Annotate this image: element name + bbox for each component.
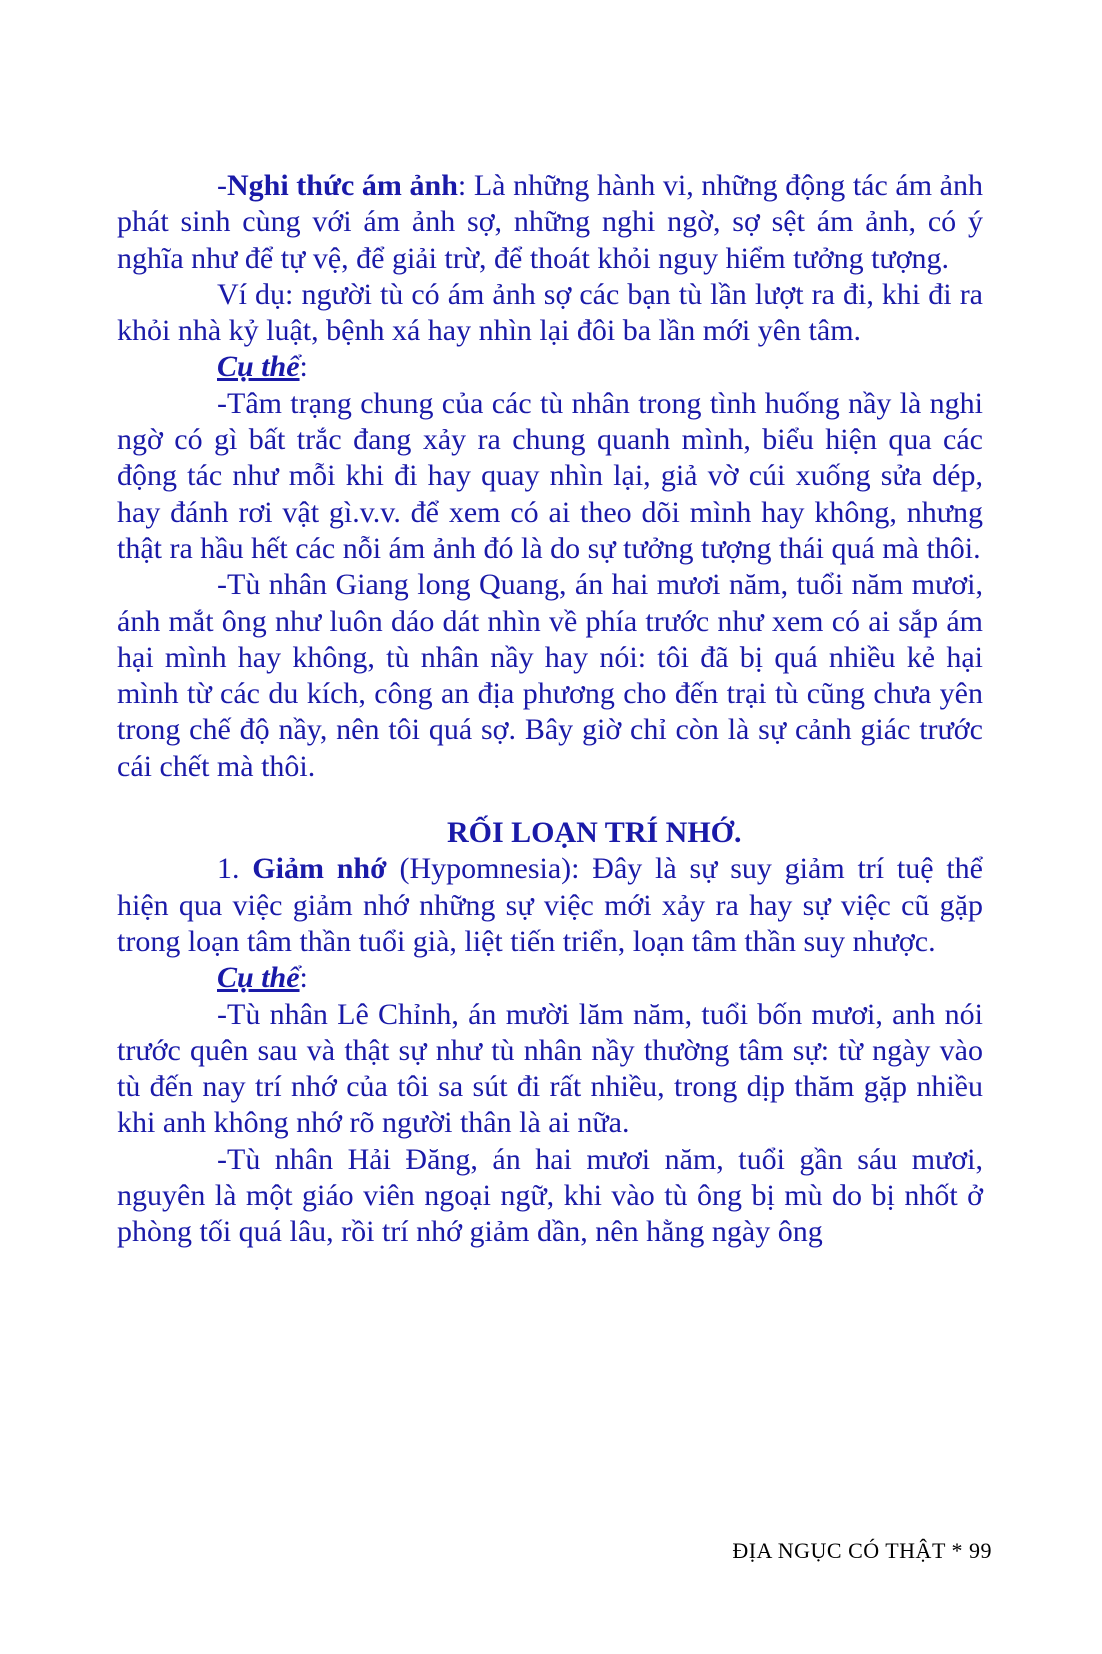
section-heading: RỐI LOẠN TRÍ NHỚ. — [447, 816, 742, 850]
cu-the-heading-2 — [117, 960, 983, 996]
page-footer: ĐỊA NGỤC CÓ THẬT * 99 — [732, 1538, 992, 1563]
body-paragraph: -Tù nhân Hải Đăng, án hai mươi năm, tuổi gần sáu mươi, nguyên là một giáo viên ngoại ngữ, khi vào tù ông bị mù do bị nhốt ở phòng tối quá lâu, rồi trí nhớ giảm dần, nên hằng ngày ông — [117, 1142, 983, 1249]
term-nghi-thuc-am-anh: Nghi thức ám ảnh — [227, 169, 458, 202]
numbered-item-paragraph — [117, 851, 983, 960]
definition-text: : Là những hành vi, những động tác ám ảnh phát sinh cùng với ám ảnh sợ, những nghi ngờ, sợ sệt ám ảnh, có ý nghĩa như để tự vệ, để giải trừ, để thoát khỏi nguy hiểm tưởng tượng. — [117, 169, 983, 275]
dash: - — [217, 169, 227, 202]
term-giam-nho: Giảm nhớ — [252, 852, 387, 886]
item-number: 1. — [217, 852, 253, 886]
page-body — [117, 168, 983, 1251]
body-paragraph: -Tù nhân Lê Chỉnh, án mười lăm năm, tuổi bốn mươi, anh nói trước quên sau và thật sự như tù nhân nầy thường tâm sự: từ ngày vào tù đến nay trí nhớ của tôi sa sút đi rất nhiều, trong dịp thăm gặp nhiều khi anh không nhớ rõ người thân là ai nữa. — [117, 997, 983, 1140]
cu-the-colon: : — [299, 350, 308, 384]
cu-the-label: Cụ thể — [217, 961, 300, 995]
definition-paragraph — [117, 168, 983, 277]
cu-the-heading-1 — [117, 349, 983, 385]
example-paragraph: Ví dụ: người tù có ám ảnh sợ các bạn tù lần lượt ra đi, khi đi ra khỏi nhà kỷ luật, bệnh xá hay nhìn lại đôi ba lần mới yên tâm. — [117, 277, 983, 348]
body-paragraph: -Tâm trạng chung của các tù nhân trong tình huống nầy là nghi ngờ có gì bất trắc đang xảy ra chung quanh mình, biểu hiện qua các động tác như mỗi khi đi hay quay nhìn lại, giả vờ cúi xuống sửa dép, hay đánh rơi vật gì.v.v. để xem có ai theo dõi mình hay không, nhưng thật ra hầu hết các nỗi ám ảnh đó là do sự tưởng tượng thái quá mà thôi. — [117, 386, 983, 565]
body-paragraph: -Tù nhân Giang long Quang, án hai mươi năm, tuổi năm mươi, ánh mắt ông như luôn dáo dát nhìn về phía trước như xem có ai sắp ám hại mình hay không, tù nhân nầy hay nói: tôi đã bị quá nhiều kẻ hại mình từ các du kích, công an địa phương cho đến trại tù cũng chưa yên trong chế độ nầy, nên tôi quá sợ. Bây giờ chỉ còn là sự cảnh giác trước cái chết mà thôi. — [117, 568, 983, 783]
cu-the-colon: : — [299, 961, 308, 995]
item-text: (Hypomnesia): Đây là sự suy giảm trí tuệ thể hiện qua việc giảm nhớ những sự việc mới xảy ra hay sự việc cũ gặp trong loạn tâm thần tuổi già, liệt tiến triển, loạn tâm thần suy nhược. — [117, 852, 983, 958]
cu-the-label: Cụ thể — [217, 350, 300, 384]
